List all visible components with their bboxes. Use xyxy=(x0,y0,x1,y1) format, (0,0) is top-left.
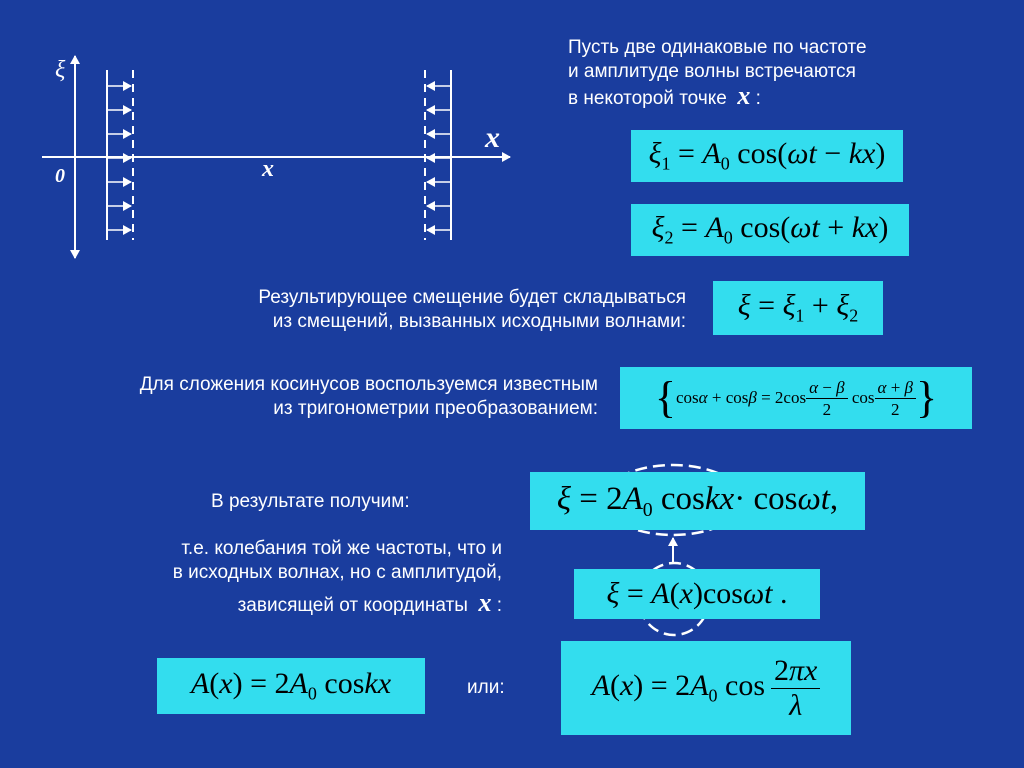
point-x-label: x xyxy=(262,156,274,182)
formula-xi2: $\xi_2 = A_0$ cos(ωt + kx) xyxy=(631,204,909,256)
trig-text: Для сложения косинусов воспользуемся известным из тригонометрии преобразованием: xyxy=(139,374,598,419)
ie-text: т.е. колебания той же частоты, что и в исходных волнах, но с амплитудой, зависящей от координаты x : xyxy=(172,538,502,617)
x-axis-label: x xyxy=(485,121,500,154)
formula-trig: { cosα + cosβ = 2cos $\frac{\alpha - \beta}{2}$ cos $\frac{\alpha + \beta}{2}$ } xyxy=(620,367,972,429)
intro-text: Пусть две одинаковые по частоте и амплитуде волны встречаются в некоторой точке x : xyxy=(568,37,867,110)
formula-amplitude-cos: ξ = A(x)cosωt . xyxy=(574,569,820,619)
formula-amplitude-lambda: $A(x) = 2A_0$ cos $\frac{2\pi x}{\lambda}$ xyxy=(561,641,851,735)
y-axis-label: ξ xyxy=(55,57,66,83)
result-get-text: В результате получим: xyxy=(211,491,410,512)
left-wave-arrows xyxy=(107,86,131,230)
formula-sum: $\xi = \xi_1 + \xi_2$ xyxy=(713,281,883,335)
right-wave-arrows xyxy=(427,86,451,230)
formula-xi1: $\xi_1 = A_0$ cos(ωt − kx) xyxy=(631,130,903,182)
result-text: Результирующее смещение будет складываться из смещений, вызванных исходными волнами: xyxy=(258,287,686,332)
formula-amplitude: $A(x) = 2A_0$ coskx xyxy=(157,658,425,714)
formula-result: $\xi = 2A_0$ coskx· cosωt, xyxy=(530,472,865,530)
origin-label: 0 xyxy=(55,165,65,187)
or-label: или: xyxy=(467,677,505,698)
